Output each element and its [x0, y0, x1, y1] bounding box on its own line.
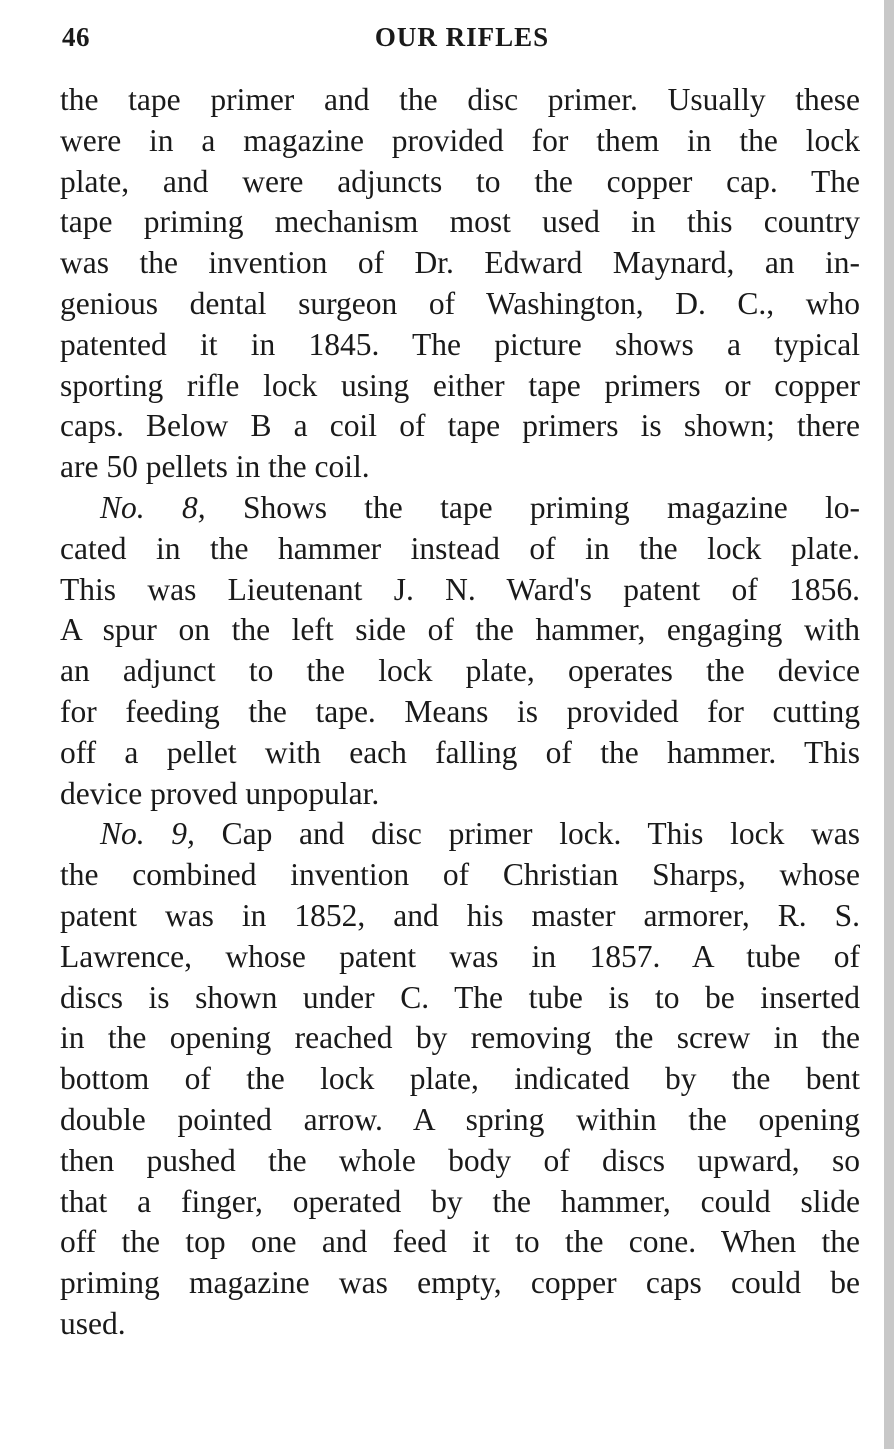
text-line: were in a magazine provided for them in the lock: [60, 122, 860, 158]
text-line: tape priming mechanism most used in this country: [60, 204, 860, 240]
text-line: device proved unpopular.: [60, 775, 380, 811]
text-line: in the opening reached by removing the screw in the: [60, 1020, 860, 1056]
body-text: [60, 80, 860, 1345]
text-line: [60, 814, 860, 855]
text-line: off the top one and feed it to the cone. When the: [60, 1224, 860, 1260]
text-line: caps. Below B a coil of tape primers is shown; there: [60, 408, 860, 444]
text-line: [60, 488, 860, 529]
text-line: the tape primer and the disc primer. Usually these: [60, 82, 860, 117]
text-line: was the invention of Dr. Edward Maynard, an in-: [60, 245, 860, 281]
text-line: used.: [60, 1305, 126, 1341]
text-line: This was Lieutenant J. N. Ward's patent of 1856.: [60, 571, 860, 607]
text-line: off a pellet with each falling of the hammer. This: [60, 734, 860, 770]
text-line: genious dental surgeon of Washington, D. C., who: [60, 285, 860, 321]
text-line: then pushed the whole body of discs upward, so: [60, 1142, 860, 1178]
paragraph-lead: No. 9,: [100, 816, 195, 852]
text-line: sporting rifle lock using either tape primers or copper: [60, 367, 860, 403]
text-line: patented it in 1845. The picture shows a typical: [60, 326, 860, 362]
page-edge-shadow: [884, 0, 894, 1449]
paragraph-3: [60, 814, 860, 1344]
page-number: 46: [62, 22, 90, 52]
running-title: OUR RIFLES: [374, 22, 550, 52]
text-line: A spur on the left side of the hammer, engaging with: [60, 612, 860, 648]
paragraph-2: [60, 488, 860, 814]
text-line: cated in the hammer instead of in the lock plate.: [60, 530, 860, 566]
text-line: the combined invention of Christian Sharps, whose: [60, 857, 860, 893]
text-line: plate, and were adjuncts to the copper cap. The: [60, 163, 860, 199]
text-line: are 50 pellets in the coil.: [60, 449, 370, 485]
text-fragment: Shows the tape priming magazine lo-: [205, 489, 861, 525]
text-line: discs is shown under C. The tube is to be inserted: [60, 979, 860, 1015]
paragraph-lead: No. 8,: [100, 489, 206, 525]
text-line: Lawrence, whose patent was in 1857. A tube of: [60, 938, 860, 974]
text-line: bottom of the lock plate, indicated by the bent: [60, 1061, 860, 1097]
text-line: priming magazine was empty, copper caps could be: [60, 1265, 860, 1301]
text-line: that a finger, operated by the hammer, could slide: [60, 1183, 860, 1219]
text-line: an adjunct to the lock plate, operates the device: [60, 653, 860, 689]
paragraph-1: [60, 80, 860, 488]
page-header: [0, 20, 894, 60]
text-line: for feeding the tape. Means is provided for cutting: [60, 693, 860, 729]
text-fragment: Cap and disc primer lock. This lock was: [194, 816, 860, 852]
text-line: double pointed arrow. A spring within the opening: [60, 1101, 860, 1137]
text-line: patent was in 1852, and his master armorer, R. S.: [60, 897, 860, 933]
